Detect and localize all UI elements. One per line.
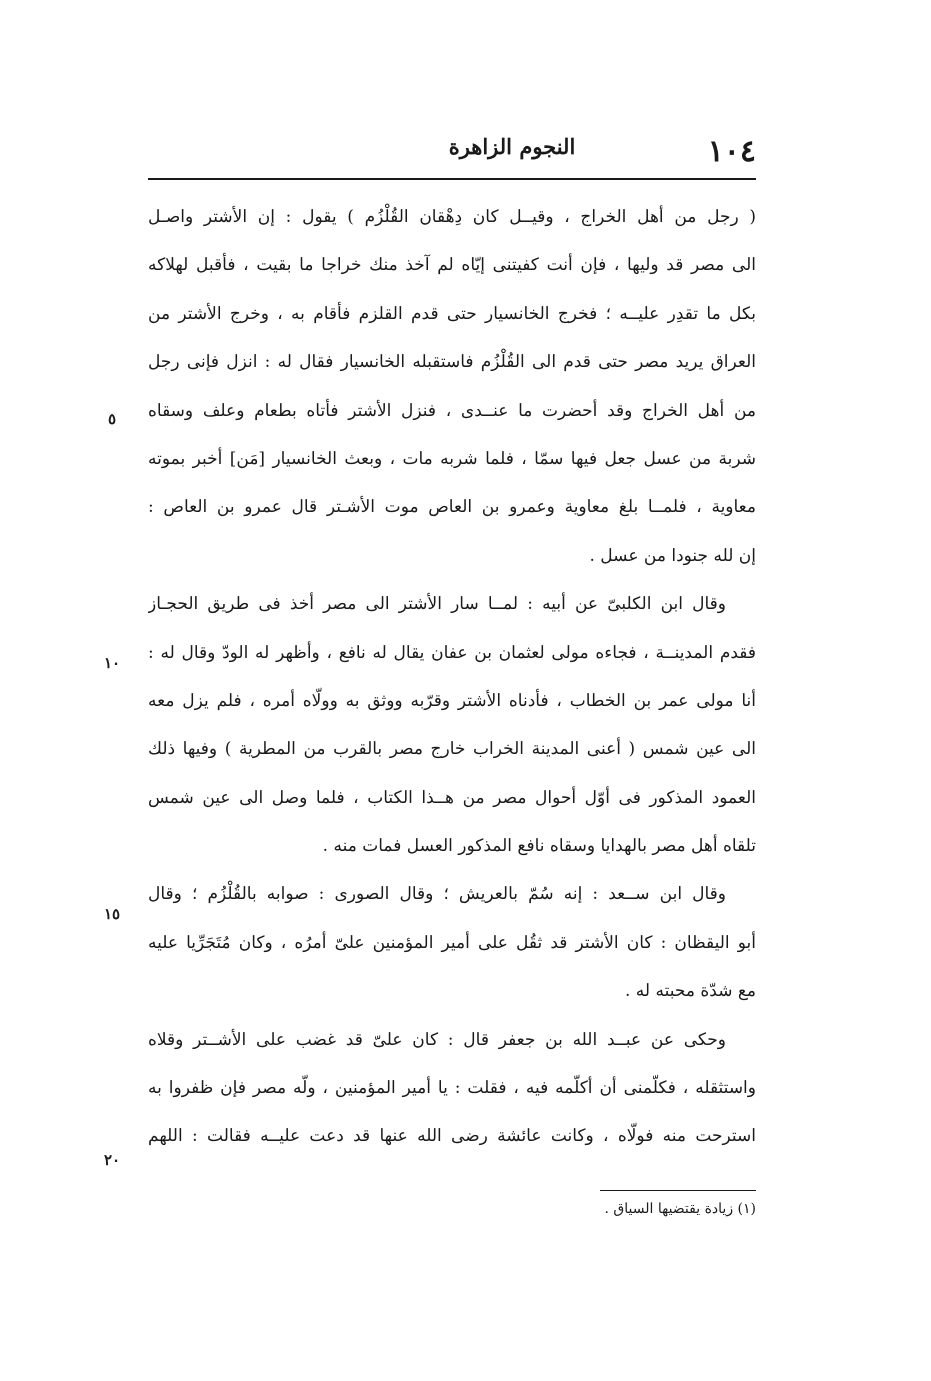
line-number-5: ٥ xyxy=(107,410,117,428)
footnote: (١) زيادة يقتضيها السياق . xyxy=(604,1201,756,1217)
text-line: استرحت منه فولّاه ، وكانت عائشة رضى الله عنها قد دعت عليــه فقالت : اللهم xyxy=(148,1126,756,1147)
text-line: إن لله جنودا من عسل . xyxy=(589,545,756,566)
line-number-20: ٢٠ xyxy=(103,1151,121,1169)
text-line: أنا مولى عمر بن الخطاب ، فأدناه الأشتر وقرّبه ووثق به وولّاه أمره ، فلم يزل معه xyxy=(148,690,756,711)
text-line: معاوية ، فلمــا بلغ معاوية وعمرو بن العاص موت الأشـتر قال عمرو بن العاص : xyxy=(148,497,756,518)
footnote-rule xyxy=(600,1190,756,1191)
main-text xyxy=(148,193,756,1161)
text-line: الى مصر قد وليها ، فإن أنت كفيتنى إيّاه لم آخذ منك خراجا ما بقيت ، فأقبل لهلاكه xyxy=(148,255,756,276)
line-number-10: ١٠ xyxy=(103,654,121,672)
text-line: فقدم المدينــة ، فجاءه مولى لعثمان بن عفان يقال له نافع ، وأظهر له الودّ وقال له : xyxy=(148,642,756,663)
text-line: ( رجل من أهل الخراج ، وقيــل كان دِهْقان القُلْزُم ) يقول : إن الأشتر واصـل xyxy=(148,207,756,227)
text-line: وحكى عن عبــد الله بن جعفر قال : كان علىّ قد غضب على الأشــتر وقلاه xyxy=(148,1029,726,1050)
text-line: من أهل الخراج وقد أحضرت ما عنــدى ، فنزل الأشتر فأتاه بطعام وعلف وسقاه xyxy=(148,400,756,421)
text-line: بكل ما تقدِر عليــه ؛ فخرج الخانسيار حتى قدم القلزم فأقام به ، وخرج الأشتر من xyxy=(148,303,756,324)
text-line: مع شدّة محبته له . xyxy=(625,981,756,1002)
text-line: واستثقله ، فكلّمنى أن أكلّمه فيه ، فقلت : يا أمير المؤمنين ، ولّه مصر فإن ظفروا به xyxy=(148,1078,756,1099)
text-line: شربة من عسل جعل فيها سمّا ، فلما شربه مات ، وبعث الخانسيار [مَن] أخبر بموته xyxy=(148,448,756,469)
header-rule xyxy=(148,178,756,180)
page-number: ١٠٤ xyxy=(707,134,756,169)
running-title: النجوم الزاهرة xyxy=(448,134,576,159)
text-line: الى عين شمس ( أعنى المدينة الخراب خارج مصر بالقرب من المطرية ) وفيها ذلك xyxy=(148,739,756,760)
text-line: تلقاه أهل مصر بالهدايا وسقاه نافع المذكور العسل فمات منه . xyxy=(322,836,756,857)
text-line: وقال ابن ســعد : إنه سُمّ بالعريش ؛ وقال الصورى : صوابه بالقُلْزُم ؛ وقال xyxy=(148,884,726,905)
page-header xyxy=(148,130,756,176)
text-line: العراق يريد مصر حتى قدم الى القُلْزُم فاستقبله الخانسيار فقال له : انزل فإنى رجل xyxy=(148,352,756,373)
text-line: أبو اليقظان : كان الأشتر قد ثقُل على أمير المؤمنين علىّ أمرُه ، وكان مُتَجَرِّيا عليه xyxy=(148,932,756,953)
text-line: وقال ابن الكلبىّ عن أبيه : لمــا سار الأشتر الى مصر أخذ فى طريق الحجـاز xyxy=(148,594,726,615)
line-number-15: ١٥ xyxy=(103,905,121,923)
text-line: العمود المذكور فى أوّل أحوال مصر من هــذا الكتاب ، فلما وصل الى عين شمس xyxy=(148,787,756,808)
